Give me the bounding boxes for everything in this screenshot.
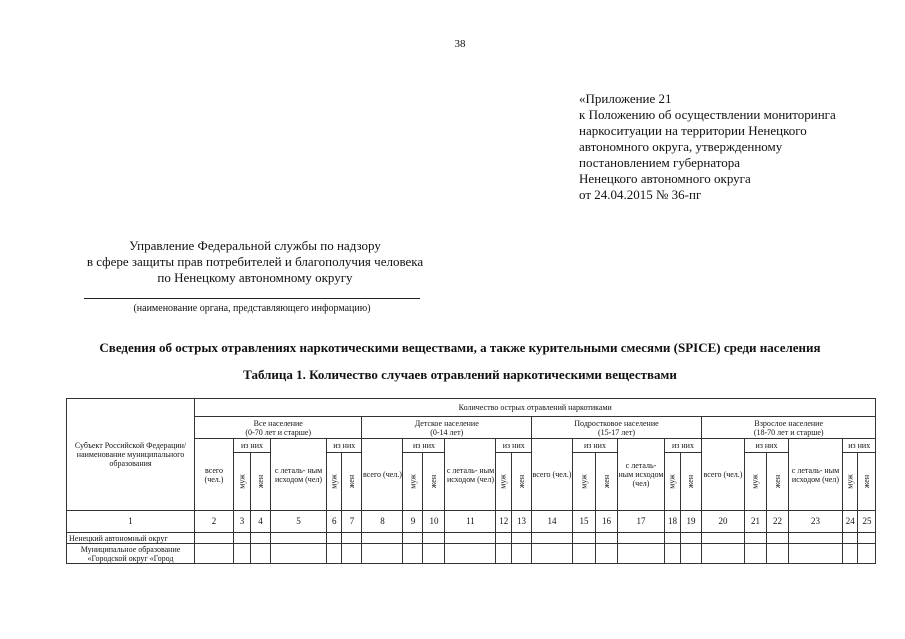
agency-line: Управление Федеральной службы по надзору: [129, 238, 381, 253]
female-header: жен: [342, 453, 362, 511]
female-header: жен: [680, 453, 701, 511]
male-header: муж: [403, 453, 423, 511]
col-number: 17: [617, 511, 664, 533]
female-header: жен: [511, 453, 531, 511]
col-number: 4: [251, 511, 271, 533]
col-number: 10: [423, 511, 445, 533]
row-label: Ненецкий автономный округ: [67, 533, 195, 544]
appendix-line: «Приложение 21: [579, 91, 672, 106]
col-number: 24: [842, 511, 857, 533]
subject-header: Субъект Российской Федерации/ наименование муниципального образования: [67, 399, 195, 511]
col-number: 11: [445, 511, 496, 533]
col-number: 23: [788, 511, 842, 533]
appendix-line: к Положению об осуществлении мониторинга: [579, 107, 836, 122]
col-number: 5: [271, 511, 327, 533]
of-them-header: из них: [496, 439, 531, 453]
male-header: муж: [664, 453, 680, 511]
table-row: [67, 533, 876, 544]
col-number: 15: [572, 511, 595, 533]
col-number: 22: [766, 511, 788, 533]
poisoning-table: [66, 398, 876, 564]
table-row: [67, 544, 876, 564]
total-header: всего (чел.): [531, 439, 572, 511]
total-header: всего (чел.): [362, 439, 403, 511]
male-header: муж: [842, 453, 857, 511]
appendix-line: наркоситуации на территории Ненецкого: [579, 123, 807, 138]
total-header: всего (чел.): [195, 439, 234, 511]
female-header: жен: [766, 453, 788, 511]
lethal-header: с леталь- ным исходом (чел): [271, 439, 327, 511]
of-them-header: из них: [842, 439, 875, 453]
female-header: жен: [423, 453, 445, 511]
col-number: 16: [595, 511, 617, 533]
col-number: 2: [195, 511, 234, 533]
of-them-header: из них: [664, 439, 701, 453]
col-number: 14: [531, 511, 572, 533]
group-header-adults: Взрослое население (18-70 лет и старше): [701, 417, 875, 439]
appendix-line: автономного округа, утвержденному: [579, 139, 783, 154]
group-header-teens: Подростковое население (15-17 лет): [531, 417, 701, 439]
col-number: 12: [496, 511, 511, 533]
male-header: муж: [744, 453, 766, 511]
page-number: 38: [454, 38, 466, 50]
col-number: 13: [511, 511, 531, 533]
of-them-header: из них: [744, 439, 788, 453]
col-number: 21: [744, 511, 766, 533]
female-header: жен: [595, 453, 617, 511]
appendix-line: от 24.04.2015 № 36-пг: [579, 187, 702, 202]
col-number: 19: [680, 511, 701, 533]
group-header-children: Детское население (0-14 лет): [362, 417, 531, 439]
group-header-all: Все население (0-70 лет и старше): [195, 417, 362, 439]
agency-caption: (наименование органа, представляющего информацию): [133, 303, 371, 314]
agency-name: [60, 238, 450, 286]
col-number: 9: [403, 511, 423, 533]
appendix-note: [579, 91, 879, 203]
of-them-header: из них: [327, 439, 362, 453]
agency-underline: [84, 298, 420, 299]
appendix-line: постановлением губернатора: [579, 155, 741, 170]
male-header: муж: [327, 453, 342, 511]
col-number: 25: [858, 511, 876, 533]
agency-line: по Ненецкому автономному округу: [157, 270, 353, 285]
col-number: 8: [362, 511, 403, 533]
male-header: муж: [496, 453, 511, 511]
of-them-header: из них: [234, 439, 271, 453]
row-label: Муниципальное образование «Городской округ «Город: [67, 544, 195, 564]
document-title: Сведения об острых отравлениях наркотическими веществами, а также курительными смесями (SPICE) среди населения: [99, 340, 821, 355]
table-title: Таблица 1. Количество случаев отравлений наркотическими веществами: [243, 367, 677, 382]
female-header: жен: [858, 453, 876, 511]
appendix-line: Ненецкого автономного округа: [579, 171, 751, 186]
col-number: 3: [234, 511, 251, 533]
of-them-header: из них: [403, 439, 445, 453]
male-header: муж: [234, 453, 251, 511]
male-header: муж: [572, 453, 595, 511]
lethal-header: с леталь- ным исходом (чел): [788, 439, 842, 511]
col-number: 6: [327, 511, 342, 533]
lethal-header: с леталь- ным исходом (чел): [617, 439, 664, 511]
main-header: Количество острых отравлений наркотиками: [195, 399, 876, 417]
total-header: всего (чел.): [701, 439, 744, 511]
agency-line: в сфере защиты прав потребителей и благополучия человека: [86, 254, 424, 269]
of-them-header: из них: [572, 439, 617, 453]
col-number: 18: [664, 511, 680, 533]
lethal-header: с леталь- ным исходом (чел): [445, 439, 496, 511]
col-number: 7: [342, 511, 362, 533]
col-number: 1: [67, 511, 195, 533]
col-number: 20: [701, 511, 744, 533]
female-header: жен: [251, 453, 271, 511]
